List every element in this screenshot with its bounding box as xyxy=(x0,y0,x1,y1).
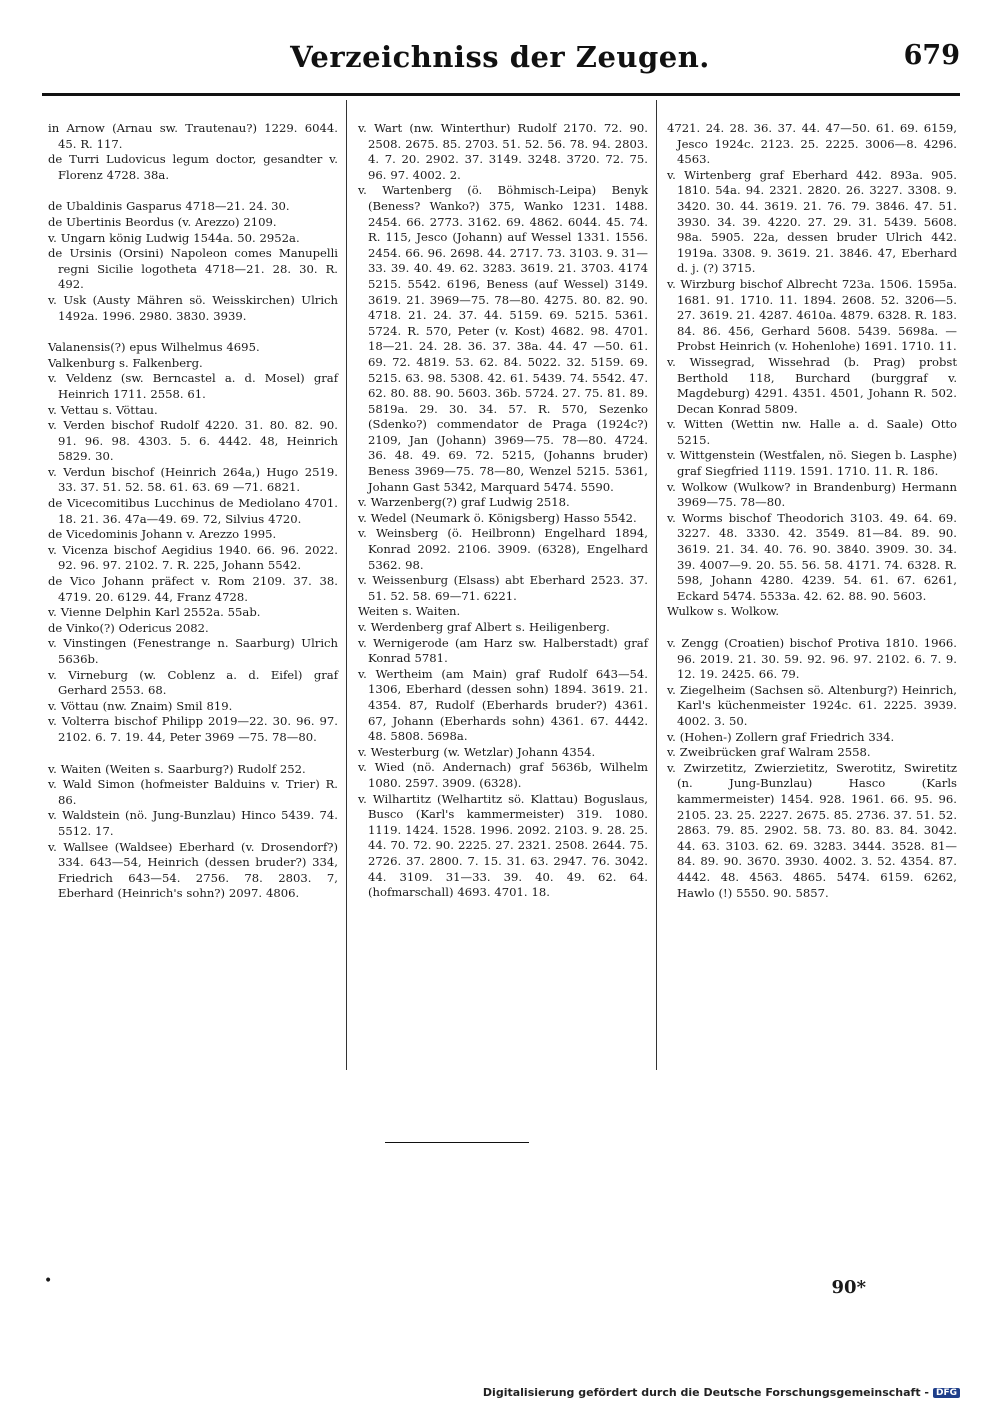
column-divider-2 xyxy=(656,100,657,1070)
index-entry: v. Warzenberg(?) graf Ludwig 2518. xyxy=(358,495,570,510)
index-entry: de Ubertinis Beordus (v. Arezzo) 2109. xyxy=(48,214,277,229)
index-entry: v. Wirzburg bischof Albrecht 723a. 1506. 1595a. 1681. 91. 1710. 11. 1894. 2608. 52. 3206—5. 27. 3619. 21. 4287. 4610a. 4879. 6328. R. 183. 84. 86. 456, Gerhard 5608. 5439. 5698a. — Probst Heinrich (v. Hohenlohe) 1691. 1710. 11. xyxy=(667,276,957,354)
index-entry: de Ursinis (Orsini) Napoleon comes Manupelli regni Sicilie logotheta 4718—21. 28. 30. R. 492. xyxy=(48,246,338,292)
index-entry: de Turri Ludovicus legum doctor, gesandter v. Florenz 4728. 38a. xyxy=(48,152,338,182)
index-column-middle xyxy=(358,121,648,901)
index-entry: de Vico Johann präfect v. Rom 2109. 37. 38. 4719. 20. 6129. 44, Franz 4728. xyxy=(48,574,338,604)
index-entry: v. Waiten (Weiten s. Saarburg?) Rudolf 252. xyxy=(48,761,306,776)
sheet-signature: 90* xyxy=(831,1277,866,1298)
index-entry: de Vicecomitibus Lucchinus de Mediolano 4701. 18. 21. 36. 47a—49. 69. 72, Silvius 4720. xyxy=(48,496,338,526)
index-entry: v. Wartenberg (ö. Böhmisch-Leipa) Benyk (Beness? Wanko?) 375, Wanko 1231. 1488. 2454. 66. 2773. 3162. 69. 4862. 6044. 45. 74. R. 115, Jesco (Johann) auf Wessel 1331. 1556. 2454. 66. 96. 2698. 44. 2717. 73. 3103. 9. 31—33. 39. 40. 49. 62. 3283. 3619. 21. 3703. 4174 5215. 5542. 6196, Beness (auf Wessel) 3149. 3619. 21. 3969—75. 78—80. 4275. 80. 82. 90. 4718. 21. 24. 37. 44. 5159. 69. 5215. 5361. 5724. R. 570, Peter (v. Kost) 4682. 98. 4701. 18—21. 24. 28. 36. 37. 38a. 44. 47 —50. 61. 69. 72. 4819. 53. 62. 84. 5022. 32. 5159. 69. 5215. 63. 98. 5308. 42. 61. 5439. 74. 5542. 47. 62. 80. 88. 90. 5603. 36b. 5724. 27. 75. 81. 89. 5819a. 29. 30. 34. 57. R. 570, Sezenko (Sdenko?) commendator de Praga (1924c?) 2109, Jan (Johann) 3969—75. 78—80. 4724. 36. 48. 49. 69. 72. 5215, (Johanns bruder) Beness 3969—75. 78—80, Wenzel 5215. 5361, Johann Gast 5342, Marquard 5474. 5590. xyxy=(358,183,648,494)
index-entry: v. (Hohen-) Zollern graf Friedrich 334. xyxy=(667,729,895,744)
index-entry: v. Weinsberg (ö. Heilbronn) Engelhard 1894, Konrad 2092. 2106. 3909. (6328), Engelhard 5362. 98. xyxy=(358,526,648,572)
index-entry: v. Usk (Austy Mähren sö. Weisskirchen) Ulrich 1492a. 1996. 2980. 3830. 3939. xyxy=(48,292,338,323)
index-entry: v. Wied (nö. Andernach) graf 5636b, Wilhelm 1080. 2597. 3909. (6328). xyxy=(358,760,648,790)
index-entry: de Vicedominis Johann v. Arezzo 1995. xyxy=(48,527,277,542)
bullet-mark: • xyxy=(44,1273,53,1289)
index-entry: v. Volterra bischof Philipp 2019—22. 30. 96. 97. 2102. 6. 7. 19. 44, Peter 3969 —75. 78—80. xyxy=(48,714,338,744)
index-entry: v. Wissegrad, Wissehrad (b. Prag) probst Berthold 118, Burchard (burggraf v. Magdeburg) 4291. 4351. 4501, Johann R. 502. Decan Konrad 5809. xyxy=(667,354,957,416)
index-entry: v. Zweibrücken graf Walram 2558. xyxy=(667,745,871,760)
index-entry: 4721. 24. 28. 36. 37. 44. 47—50. 61. 69. 6159, Jesco 1924c. 2123. 25. 2225. 3006—8. 4296. 4563. xyxy=(667,121,957,167)
page-number: 679 xyxy=(903,40,960,71)
index-column-left xyxy=(48,121,338,902)
index-entry: v. Werdenberg graf Albert s. Heiligenberg. xyxy=(358,620,610,634)
index-entry: v. Verdun bischof (Heinrich 264a,) Hugo 2519. 33. 37. 51. 52. 58. 61. 63. 69 —71. 6821. xyxy=(48,464,338,495)
index-entry: de Vinko(?) Odericus 2082. xyxy=(48,620,209,635)
index-entry: v. Wallsee (Waldsee) Eberhard (v. Drosendorf?) 334. 643—54, Heinrich (dessen bruder?) 334, Friedrich 643—54. 2756. 78. 2803. 7, Eberhard (Heinrich's sohn?) 2097. 4806. xyxy=(48,839,338,901)
index-entry: v. Westerburg (w. Wetzlar) Johann 4354. xyxy=(358,744,596,759)
index-entry: v. Zengg (Croatien) bischof Protiva 1810. 1966. 96. 2019. 21. 30. 59. 92. 96. 97. 2102. 6. 7. 9. 12. 19. 2425. 66. 79. xyxy=(667,636,957,682)
index-entry: v. Wertheim (am Main) graf Rudolf 643—54. 1306, Eberhard (dessen sohn) 1894. 3619. 21. 4354. 87, Rudolf (Eberhards bruder?) 4361. 67, Johann (Eberhards sohn) 4361. 67. 4442. 48. 5808. 5698a. xyxy=(358,666,648,744)
index-entry: Weiten s. Waiten. xyxy=(358,604,461,619)
index-entry: Valkenburg s. Falkenberg. xyxy=(48,355,203,370)
index-entry: Wulkow s. Wolkow. xyxy=(667,604,780,619)
index-entry: v. Wilhartitz (Welhartitz sö. Klattau) Boguslaus, Busco (Karl's kammermeister) 319. 1080. 1119. 1424. 1528. 1996. 2092. 2103. 9. 28. 25. 44. 70. 72. 90. 2225. 27. 2321. 2508. 2644. 75. 2726. 37. 2800. 7. 15. 31. 63. 2947. 76. 3042. 44. 3109. 31—33. 39. 40. 49. 62. 64. (hofmarschall) 4693. 4701. 18. xyxy=(358,791,648,900)
index-entry: v. Vicenza bischof Aegidius 1940. 66. 96. 2022. 92. 96. 97. 2102. 7. R. 225, Johann 5542. xyxy=(48,542,338,573)
index-entry: v. Wald Simon (hofmeister Balduins v. Trier) R. 86. xyxy=(48,777,338,807)
digitization-note: Digitalisierung gefördert durch die Deutsche Forschungsgemeinschaft - xyxy=(482,1386,929,1399)
page-title: Verzeichniss der Zeugen. xyxy=(290,40,710,74)
index-entry: v. Wittgenstein (Westfalen, nö. Siegen b. Lasphe) graf Siegfried 1119. 1591. 1710. 11. R. 186. xyxy=(667,448,957,479)
index-entry: v. Vettau s. Vöttau. xyxy=(48,402,158,417)
digitization-footer xyxy=(483,1386,960,1399)
index-entry: v. Wirtenberg graf Eberhard 442. 893a. 905. 1810. 54a. 94. 2321. 2820. 26. 3227. 3308. 9. 3420. 30. 44. 3619. 21. 76. 79. 3846. 47. 51. 3930. 34. 39. 4220. 27. 29. 31. 5439. 5608. 98a. 5905. 22a, dessen bruder Ulrich 442. 1919a. 3308. 9. 3619. 21. 3846. 47, Eberhard d. j. (?) 3715. xyxy=(667,167,957,276)
index-entry: v. Waldstein (nö. Jung-Bunzlau) Hinco 5439. 74. 5512. 17. xyxy=(48,808,338,838)
index-entry: v. Ziegelheim (Sachsen sö. Altenburg?) Heinrich, Karl's küchenmeister 1924c. 61. 2225. 3939. 4002. 3. 50. xyxy=(667,682,957,728)
index-entry: v. Witten (Wettin nw. Halle a. d. Saale) Otto 5215. xyxy=(667,417,957,447)
index-entry: v. Zwirzetitz, Zwierzietitz, Swerotitz, Swiretitz (n. Jung-Bunzlau) Hasco (Karls kammermeister) 1454. 928. 1961. 66. 95. 96. 2105. 23. 25. 2227. 2675. 85. 2736. 37. 51. 52. 2863. 79. 85. 2902. 58. 73. 80. 83. 84. 3042. 44. 63. 3103. 62. 69. 3283. 3444. 3528. 81—84. 89. 90. 3670. 3930. 4002. 3. 52. 4354. 87. 4442. 48. 4563. 4865. 5474. 6159. 6262, Hawlo (!) 5550. 90. 5857. xyxy=(667,760,957,900)
index-entry: de Ubaldinis Gasparus 4718—21. 24. 30. xyxy=(48,199,290,214)
column-divider-1 xyxy=(346,100,347,1070)
index-entry: v. Verden bischof Rudolf 4220. 31. 80. 82. 90. 91. 96. 98. 4303. 5. 6. 4442. 48, Heinrich 5829. 30. xyxy=(48,418,338,464)
index-entry: v. Vinstingen (Fenestrange n. Saarburg) Ulrich 5636b. xyxy=(48,636,338,666)
index-entry: Valanensis(?) epus Wilhelmus 4695. xyxy=(48,340,260,355)
dfg-logo: DFG xyxy=(933,1388,960,1398)
index-entry: v. Wedel (Neumark ö. Königsberg) Hasso 5542. xyxy=(358,510,637,525)
index-entry: in Arnow (Arnau sw. Trautenau?) 1229. 6044. 45. R. 117. xyxy=(48,121,338,151)
header-rule xyxy=(42,93,960,96)
index-entry: v. Weissenburg (Elsass) abt Eberhard 2523. 37. 51. 52. 58. 69—71. 6221. xyxy=(358,573,648,603)
index-entry: v. Wernigerode (am Harz sw. Halberstadt) graf Konrad 5781. xyxy=(358,635,648,666)
index-entry: v. Vöttau (nw. Znaim) Smil 819. xyxy=(48,698,233,713)
index-entry: v. Vienne Delphin Karl 2552a. 55ab. xyxy=(48,605,261,620)
index-entry: v. Wolkow (Wulkow? in Brandenburg) Hermann 3969—75. 78—80. xyxy=(667,479,957,510)
index-column-right xyxy=(667,121,957,901)
bottom-rule xyxy=(385,1142,529,1143)
index-entry: v. Virneburg (w. Coblenz a. d. Eifel) graf Gerhard 2553. 68. xyxy=(48,667,338,698)
index-entry: v. Ungarn könig Ludwig 1544a. 50. 2952a. xyxy=(48,230,300,245)
index-entry: v. Worms bischof Theodorich 3103. 49. 64. 69. 3227. 48. 3330. 42. 3549. 81—84. 89. 90. 3619. 21. 34. 40. 76. 90. 3840. 3909. 30. 34. 39. 4007—9. 20. 55. 56. 58. 4171. 74. 6328. R. 598, Johann 4280. 4239. 54. 61. 67. 6261, Eckard 5474. 5533a. 42. 62. 88. 90. 5603. xyxy=(667,510,957,603)
index-entry: v. Wart (nw. Winterthur) Rudolf 2170. 72. 90. 2508. 2675. 85. 2703. 51. 52. 56. 78. 94. 2803. 4. 7. 20. 2902. 37. 3149. 3248. 3720. 72. 75. 96. 97. 4002. 2. xyxy=(358,121,648,182)
index-entry: v. Veldenz (sw. Berncastel a. d. Mosel) graf Heinrich 1711. 2558. 61. xyxy=(48,371,338,401)
